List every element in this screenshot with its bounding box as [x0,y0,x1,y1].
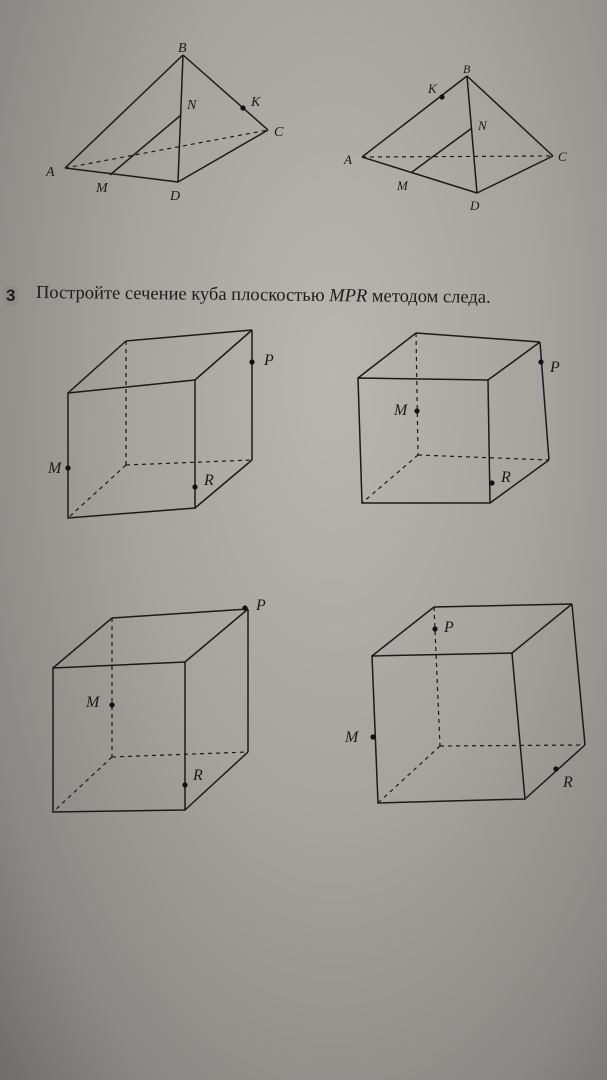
label-P: P [444,619,454,636]
label-B: B [178,41,187,56]
edge-top-left [372,607,434,656]
label-N: N [478,118,487,133]
label-P: P [264,352,274,369]
label-A: A [46,165,55,180]
label-R: R [501,469,511,486]
label-M: M [96,181,108,196]
label-M: M [48,460,62,477]
point-M [370,734,375,739]
label-C: C [274,125,284,140]
label-M: M [394,402,408,419]
label-R: R [193,767,203,784]
label-D: D [170,189,181,204]
cube-front-face [372,653,525,803]
task-text-after: методом следа. [367,286,491,308]
label-D: D [470,198,480,213]
point-R [553,766,558,771]
hidden-edge-left [378,746,440,803]
label-C: C [558,149,567,164]
label-M: M [397,178,408,193]
edge-top-back [434,604,572,607]
label-B: B [463,62,471,76]
edge-back-right [572,604,585,745]
edge-top-right [512,604,572,653]
label-M: M [345,729,359,746]
label-P: P [550,359,560,376]
label-K: K [251,95,261,110]
label-R: R [204,472,214,489]
label-M: M [86,694,100,711]
label-R: R [563,774,573,791]
label-N: N [187,98,197,113]
task-text-before: Постройте сечение куба плоскостью [35,283,330,307]
label-K: K [428,81,437,96]
edge-bottom-right [525,745,585,799]
point-P [432,626,437,631]
plane-name: MPR [329,286,368,307]
task-number: 3 [6,286,16,305]
hidden-edge-back [440,745,585,746]
label-A: A [344,152,352,167]
label-P: P [256,597,266,614]
